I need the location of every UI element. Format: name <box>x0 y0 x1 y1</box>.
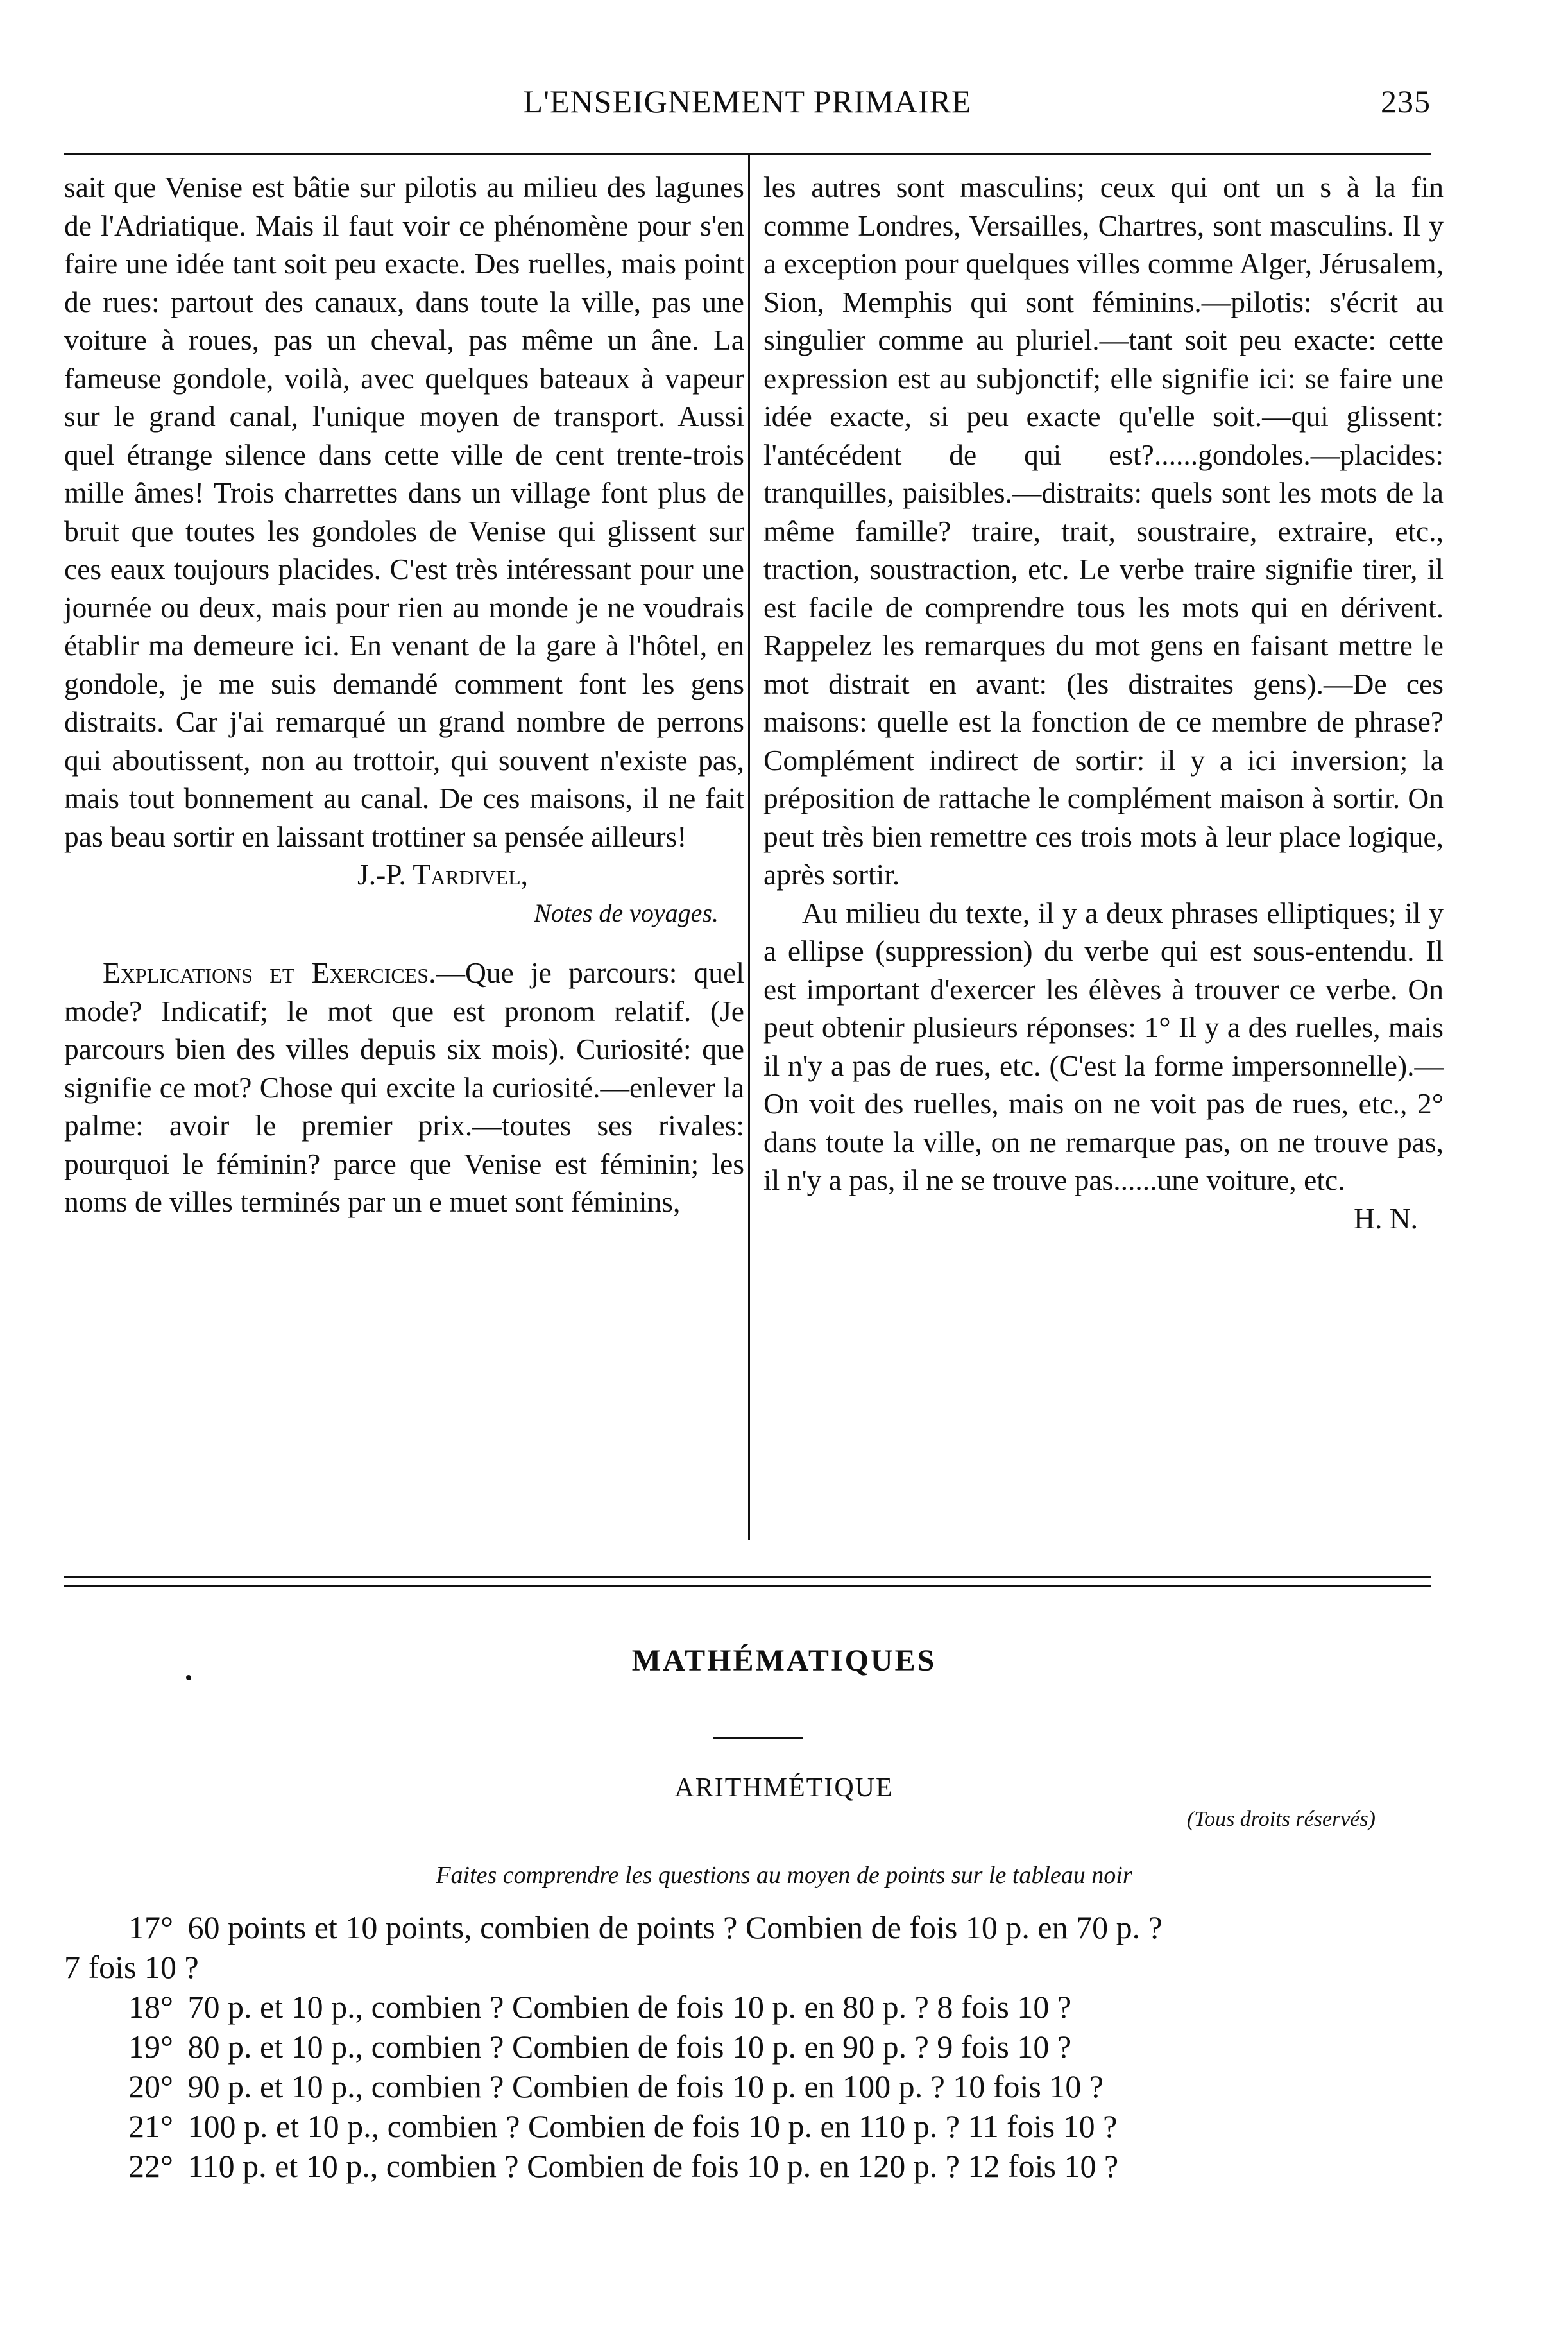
exercise-continuation: 7 fois 10 ? <box>64 1949 199 1985</box>
exercise-number: 18° <box>128 1989 173 2025</box>
stray-dot <box>186 1675 191 1680</box>
exercise-item <box>64 2027 1437 2067</box>
exercise-item <box>64 2146 1437 2186</box>
left-paragraph-1: sait que Venise est bâtie sur pilotis au milieu des lagunes de l'Adriatique. Mais il faut voir ce phénomène pour s'en faire une idée tant soit peu exacte. Des ruelles, mais point de rues: partout des canaux, dans toute la ville, pas une voiture à roues, pas un cheval, pas même un âne. La fameuse gondole, voilà, avec quelques bateaux à vapeur sur le grand canal, l'unique moyen de transport. Aussi quel étrange silence dans cette ville de cent trente-trois mille âmes! Trois charrettes dans un village font plus de bruit que toutes les gondoles de Venise qui glissent sur ces eaux toujours placides. C'est très intéressant pour une journée ou deux, mais pour rien au monde je ne voudrais établir ma demeure ici. En venant de la gare à l'hôtel, en gondole, je me suis demandé comment font les gens distraits. Car j'ai remarqué un grand nombre de perrons qui aboutissent, non au trottoir, qui souvent n'existe pas, mais tout bonnement au canal. De ces maisons, il ne fait pas beau sortir en laissant trottiner sa pensée ailleurs! <box>64 171 744 853</box>
journal-title: L'ENSEIGNEMENT PRIMAIRE <box>523 83 972 119</box>
exercise-number: 20° <box>128 2068 173 2104</box>
exercise-text: 70 p. et 10 p., combien ? Combien de fois 10 p. en 80 p. ? 8 fois 10 ? <box>187 1989 1072 2025</box>
exercise-item <box>64 1907 1437 1947</box>
exercise-text: 100 p. et 10 p., combien ? Combien de fois 10 p. en 110 p. ? 11 fois 10 ? <box>187 2108 1118 2144</box>
exercise-item <box>64 2067 1437 2106</box>
exercise-text: 60 points et 10 points, combien de points ? Combien de fois 10 p. en 70 p. ? <box>187 1909 1163 1945</box>
source-note: Notes de voyages. <box>534 898 719 927</box>
title-separator <box>713 1737 803 1739</box>
left-column <box>64 168 744 1221</box>
section-title: MATHÉMATIQUES <box>631 1644 937 1678</box>
left-paragraph-2 <box>64 954 744 1221</box>
subsection-title: ARITHMÉTIQUE <box>674 1773 894 1803</box>
section-rule-top <box>64 1576 1431 1578</box>
header-rule <box>64 153 1431 155</box>
exercise-list <box>64 1907 1437 2186</box>
right-signature: H. N. <box>1354 1201 1418 1235</box>
exercise-text: 90 p. et 10 p., combien ? Combien de fois 10 p. en 100 p. ? 10 fois 10 ? <box>187 2068 1104 2104</box>
exercise-item <box>64 1987 1437 2027</box>
exercises-heading: Explications et Exercices. <box>103 956 436 989</box>
rights-note: (Tous droits réservés) <box>1186 1807 1376 1831</box>
exercise-number: 19° <box>128 2029 173 2065</box>
right-paragraph-1: les autres sont masculins; ceux qui ont un s à la fin comme Londres, Versailles, Chartres, sont masculins. Il y a exception pour quelques villes comme Alger, Jérusalem, Sion, Memphis qui sont féminins.—pilotis: s'écrit au singulier comme au pluriel.—tant soit peu exacte: cette expression est au subjonctif; elle signifie ici: se faire une idée exacte, si peu exacte qu'elle soit.—qui glissent: l'antécédent de qui est?......gondoles.—placides: tranquilles, paisibles.—distraits: quels sont les mots de la même famille? traire, trait, soustraire, extraire, etc., traction, soustraction, etc. Le verbe traire signifie tirer, il est facile de comprendre tous les mots qui en dérivent. Rappelez les remarques du mot gens en faisant mettre le mot distrait en avant: (les distraites gens).—De ces maisons: quelle est la fonction de ce membre de phrase? Complément indirect de sortir: il y a ici inversion; la préposition de rattache le complément maison à sortir. On peut très bien remettre ces trois mots à leur place logique, après sortir. <box>763 171 1444 891</box>
exercise-text: 80 p. et 10 p., combien ? Combien de fois 10 p. en 90 p. ? 9 fois 10 ? <box>187 2029 1072 2065</box>
exercise-number: 17° <box>128 1909 173 1945</box>
exercise-number: 21° <box>128 2108 173 2144</box>
exercise-item <box>64 2106 1437 2146</box>
exercises-text: —Que je parcours: quel mode? Indicatif; le mot que est pronom relatif. (Je parcours bien des villes depuis six mois). Curiosité: que signifie ce mot? Chose qui excite la curiosité.—enlever la palme: avoir le premier prix.—toutes ses rivales: pourquoi le féminin? parce que Venise est féminin; les noms de villes terminés par un e muet sont féminins, <box>64 956 744 1218</box>
page-number: 235 <box>1381 83 1431 119</box>
exercise-text: 110 p. et 10 p., combien ? Combien de fois 10 p. en 120 p. ? 12 fois 10 ? <box>187 2148 1119 2184</box>
right-paragraph-2: Au milieu du texte, il y a deux phrases elliptiques; il y a ellipse (suppression) du verbe qui est sous-entendu. Il est important d'exercer les élèves à trouver ce verbe. On peut obtenir plusieurs réponses: 1° Il y a des ruelles, mais il n'y a pas de rues, etc. (C'est la forme impersonnelle).—On voit des ruelles, mais on ne voit pas de rues, etc., 2° dans toute la ville, on ne remarque pas, on ne trouve pas, il n'y a pas, il ne se trouve pas......une voiture, etc. <box>763 896 1444 1196</box>
instruction: Faites comprendre les questions au moyen de points sur le tableau noir <box>436 1862 1132 1889</box>
running-header <box>64 76 1431 127</box>
author-signature: J.-P. Tardivel, <box>357 858 528 891</box>
exercise-number: 22° <box>128 2148 173 2184</box>
section-rule-bottom <box>64 1585 1431 1587</box>
right-column <box>763 168 1444 1237</box>
column-divider <box>748 154 750 1540</box>
